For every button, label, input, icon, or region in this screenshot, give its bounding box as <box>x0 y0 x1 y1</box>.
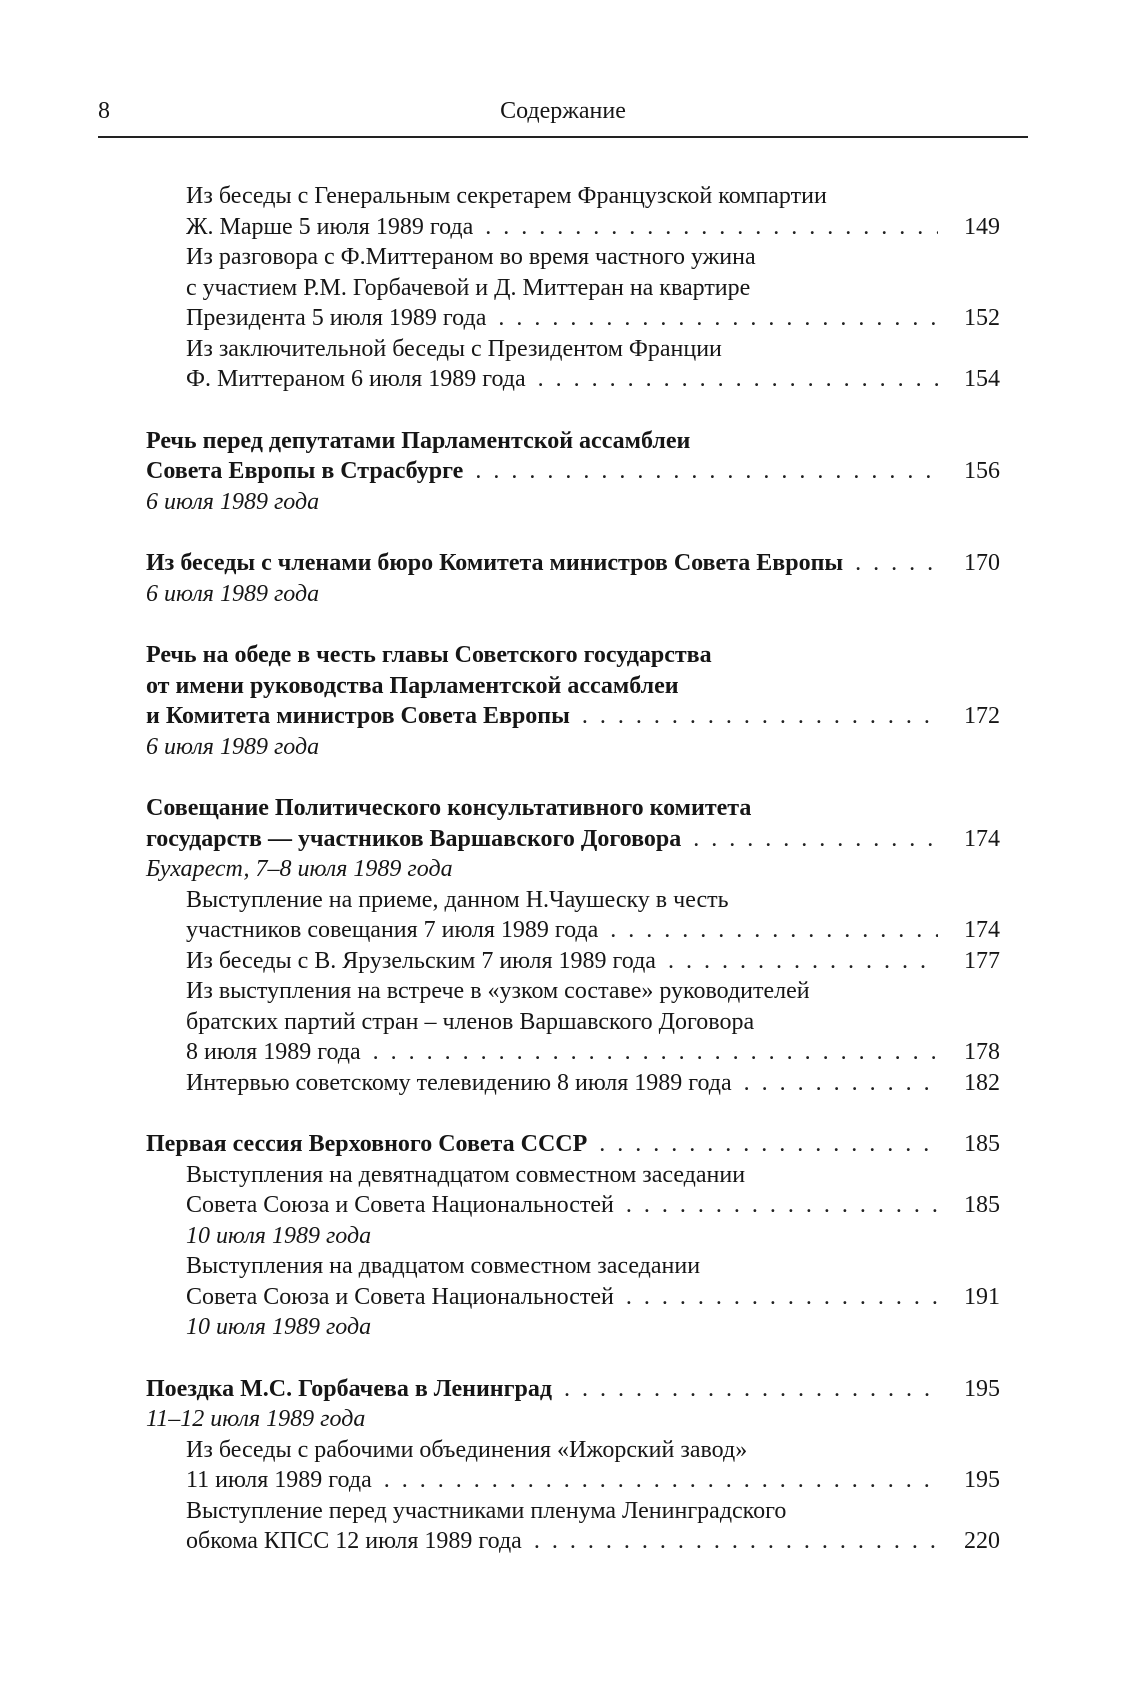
dot-leader <box>384 1465 938 1496</box>
running-head <box>98 96 1028 138</box>
dot-leader <box>485 212 938 243</box>
toc-page-number: 174 <box>964 917 1000 943</box>
toc-main-entry[interactable] <box>146 1129 1000 1160</box>
toc-entry-title: Поездка М.С. Горбачева в Ленинград <box>146 1375 553 1402</box>
toc-entry-title: Ж. Марше 5 июля 1989 года <box>186 213 474 240</box>
dot-leader <box>855 548 938 579</box>
toc-entry-title: Первая сессия Верховного Совета СССР <box>146 1131 588 1157</box>
page-number: 8 <box>98 98 110 124</box>
toc-entry-title: Речь на обеде в честь главы Советского государства <box>146 642 712 668</box>
toc-entry-line <box>146 824 1000 855</box>
toc-page-number: 191 <box>964 1283 1000 1310</box>
toc-page-number: 170 <box>964 550 1000 576</box>
toc-entry-date: Бухарест, 7–8 июля 1989 года <box>146 856 453 882</box>
toc-sub-entry[interactable] <box>146 1251 1000 1343</box>
toc-sub-entry[interactable] <box>146 1160 1000 1252</box>
dot-leader <box>610 915 938 946</box>
toc-page-number: 177 <box>964 947 1000 974</box>
toc-section <box>146 548 1000 609</box>
toc-entry-title: Выступление перед участниками пленума Ленинградского <box>186 1497 787 1524</box>
toc-sub-entry[interactable] <box>146 1435 1000 1496</box>
toc-sub-entry[interactable] <box>146 242 1000 334</box>
dot-leader <box>582 701 938 732</box>
toc-entry-line <box>146 1190 1000 1221</box>
toc-entry-line <box>146 1129 1000 1160</box>
dot-leader <box>373 1037 938 1068</box>
toc-main-entry[interactable] <box>146 548 1000 609</box>
toc-entry-title: Из выступления на встрече в «узком составе» руководителей <box>186 978 810 1004</box>
toc-entry-line <box>146 915 1000 946</box>
dot-leader <box>564 1374 938 1405</box>
toc-page-number: 182 <box>964 1069 1000 1096</box>
toc-entry-title: Из заключительной беседы с Президентом Франции <box>186 335 722 362</box>
toc-entry-line <box>146 946 1000 977</box>
toc-page-number: 220 <box>964 1528 1000 1554</box>
toc-entry-line <box>146 1465 1000 1496</box>
dot-leader <box>668 946 938 977</box>
toc-entry-line <box>146 1282 1000 1313</box>
dot-leader <box>744 1068 938 1099</box>
toc-entry-title: Из беседы с рабочими объединения «Ижорский завод» <box>186 1436 748 1463</box>
toc-entry-title: Из беседы с Генеральным секретарем Французской компартии <box>186 183 827 209</box>
toc-entry-line <box>146 671 1000 702</box>
toc-sub-entry[interactable] <box>146 1496 1000 1557</box>
toc-entry-title: Совета Союза и Совета Национальностей <box>186 1192 614 1218</box>
toc-entry-title: Совета Европы в Страсбурге <box>146 458 464 484</box>
toc-entry-line <box>146 1007 1000 1038</box>
toc-entry-title: с участием Р.М. Горбачевой и Д. Миттеран на квартире <box>186 274 751 301</box>
toc-entry-line <box>146 1251 1000 1282</box>
toc-entry-title: Из беседы с членами бюро Комитета министров Совета Европы <box>146 550 844 576</box>
toc-page-number: 185 <box>964 1131 1000 1157</box>
toc-section <box>146 1129 1000 1343</box>
toc-section <box>146 181 1000 395</box>
toc-entry-line <box>146 793 1000 824</box>
toc-section <box>146 793 1000 1098</box>
toc-entry-date: 6 июля 1989 года <box>146 580 320 607</box>
toc-entry-line <box>146 1037 1000 1068</box>
toc-entry-title: Из беседы с В. Ярузельским 7 июля 1989 года <box>186 947 656 974</box>
toc-entry-title: участников совещания 7 июля 1989 года <box>186 917 599 943</box>
toc-entry-line <box>146 426 1000 457</box>
toc-entry-date: 11–12 июля 1989 года <box>146 1406 366 1432</box>
toc-page-number: 174 <box>964 825 1000 852</box>
toc-entry-line <box>146 212 1000 243</box>
toc-entry-title: Из разговора с Ф.Миттераном во время частного ужина <box>186 244 756 270</box>
toc-entry-date: 6 июля 1989 года <box>146 488 320 515</box>
toc-entry-line <box>146 456 1000 487</box>
toc-main-entry[interactable] <box>146 1374 1000 1435</box>
toc-entry-line <box>146 303 1000 334</box>
toc-entry-line <box>146 1160 1000 1191</box>
toc-page-number: 195 <box>964 1467 1000 1493</box>
toc-sub-entry[interactable] <box>146 181 1000 242</box>
toc-entry-line <box>146 701 1000 732</box>
toc-entry-title: Интервью советскому телевидению 8 июля 1989 года <box>186 1069 732 1096</box>
toc-main-entry[interactable] <box>146 793 1000 885</box>
toc-entry-line <box>146 242 1000 273</box>
toc-entry-line <box>146 976 1000 1007</box>
toc-page-number: 195 <box>964 1375 1000 1402</box>
running-title: Содержание <box>500 98 626 124</box>
toc-entry-title: братских партий стран – членов Варшавского Договора <box>186 1008 755 1035</box>
toc-entry-line <box>146 1435 1000 1466</box>
dot-leader <box>498 303 938 334</box>
toc-page-number: 156 <box>964 458 1000 484</box>
toc-entry-date: 6 июля 1989 года <box>146 733 320 760</box>
toc-entry-title: 8 июля 1989 года <box>186 1039 361 1065</box>
dot-leader <box>693 824 938 855</box>
toc-page-number: 185 <box>964 1192 1000 1218</box>
toc-entry-line <box>146 885 1000 916</box>
dot-leader <box>534 1526 938 1557</box>
dot-leader <box>599 1129 938 1160</box>
toc-entry-title: и Комитета министров Совета Европы <box>146 703 570 729</box>
toc-page-number: 154 <box>964 366 1000 392</box>
toc-entry-line <box>146 1526 1000 1557</box>
toc-entry-line <box>146 273 1000 304</box>
toc-sub-entry[interactable] <box>146 976 1000 1068</box>
toc-section <box>146 1374 1000 1557</box>
toc-section <box>146 426 1000 518</box>
toc-entry-title: Президента 5 июля 1989 года <box>186 305 487 331</box>
toc-entry-title: Выступления на двадцатом совместном заседании <box>186 1253 701 1279</box>
toc-entry-date: 10 июля 1989 года <box>186 1222 372 1249</box>
dot-leader <box>626 1190 938 1221</box>
toc-sub-entry[interactable] <box>146 1068 1000 1099</box>
dot-leader <box>475 456 938 487</box>
toc-sub-entry[interactable] <box>146 946 1000 977</box>
toc-entry-line <box>146 181 1000 212</box>
toc-entry-title: 11 июля 1989 года <box>186 1467 372 1493</box>
toc-entry-title: Речь перед депутатами Парламентской ассамблеи <box>146 427 691 454</box>
toc-sub-entry[interactable] <box>146 885 1000 946</box>
toc-entry-title: от имени руководства Парламентской ассамблеи <box>146 672 679 699</box>
dot-leader <box>538 364 938 395</box>
toc-entry-line <box>146 1496 1000 1527</box>
toc-entry-title: Выступления на девятнадцатом совместном заседании <box>186 1161 746 1188</box>
toc-section <box>146 640 1000 762</box>
toc-entry-date: 10 июля 1989 года <box>186 1314 372 1340</box>
toc-entry-title: государств — участников Варшавского Договора <box>146 825 682 852</box>
toc-entry-title: Совещание Политического консультативного комитета <box>146 795 752 821</box>
toc-entry-title: Ф. Миттераном 6 июля 1989 года <box>186 366 526 392</box>
toc-entry-title: обкома КПСС 12 июля 1989 года <box>186 1528 522 1554</box>
toc-page-number: 178 <box>964 1039 1000 1065</box>
toc-entry-line <box>146 640 1000 671</box>
toc-entry-title: Совета Союза и Совета Национальностей <box>186 1283 614 1310</box>
toc-entry-line <box>146 1374 1000 1405</box>
toc-main-entry[interactable] <box>146 640 1000 762</box>
toc-entry-title: Выступление на приеме, данном Н.Чаушеску в честь <box>186 886 729 913</box>
toc-main-entry[interactable] <box>146 426 1000 518</box>
toc-entry-line <box>146 364 1000 395</box>
dot-leader <box>626 1282 938 1313</box>
toc-page-number: 172 <box>964 703 1000 729</box>
toc-sub-entry[interactable] <box>146 334 1000 395</box>
table-of-contents <box>146 181 1000 1557</box>
toc-page-number: 149 <box>964 213 1000 240</box>
toc-page-number: 152 <box>964 305 1000 331</box>
toc-entry-line <box>146 1068 1000 1099</box>
toc-entry-line <box>146 548 1000 579</box>
toc-entry-line <box>146 334 1000 365</box>
